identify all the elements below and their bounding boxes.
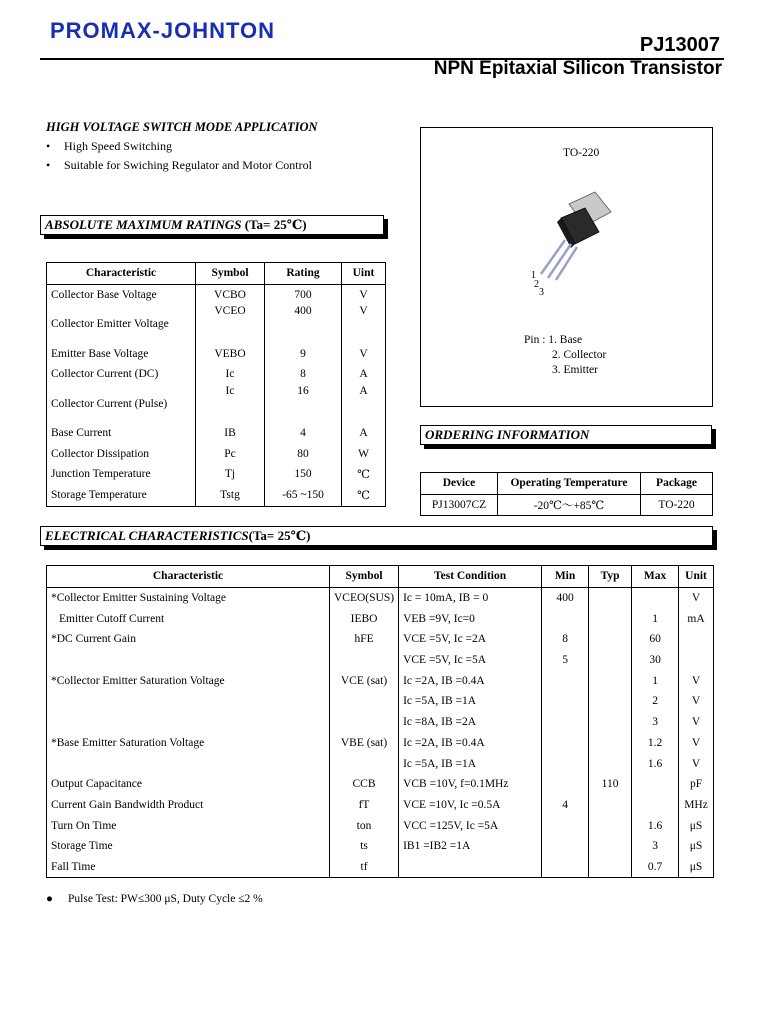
pin-title: Pin : 1. Base xyxy=(524,334,583,346)
electrical-section-header xyxy=(40,526,713,546)
note-text: Pulse Test: PW≤300 μS, Duty Cycle ≤2 % xyxy=(68,893,263,905)
cell-cond: Ic =5A, IB =1A xyxy=(399,753,542,774)
cell-typ xyxy=(589,795,632,816)
bullet-icon: ● xyxy=(46,893,53,905)
cell-min: 8 xyxy=(542,629,589,650)
cell-min xyxy=(542,836,589,857)
col-header: Characteristic xyxy=(47,566,330,588)
cell-max: 1.2 xyxy=(632,733,679,754)
cell-cond: Ic =2A, IB =0.4A xyxy=(399,733,542,754)
cell-unit: MHz xyxy=(679,795,714,816)
pin-number-label: 2 xyxy=(534,279,539,290)
cell-max: 1 xyxy=(632,670,679,691)
cell-unit: pF xyxy=(679,774,714,795)
package-box xyxy=(420,127,713,407)
col-header: Min xyxy=(542,566,589,588)
cell-rating: 16 xyxy=(265,385,342,423)
cell-cond: Ic =8A, IB =2A xyxy=(399,712,542,733)
table-row xyxy=(421,494,713,516)
cell-sym: hFE xyxy=(330,629,399,650)
cell-sym: Ic xyxy=(196,385,265,423)
cell-char: Collector Dissipation xyxy=(51,447,150,460)
cell-char: Collector Current (DC) xyxy=(51,368,159,381)
table-row xyxy=(47,587,714,608)
cell-unit: ℃ xyxy=(342,485,386,506)
cell-typ xyxy=(589,670,632,691)
col-header: Characteristic xyxy=(47,263,196,285)
cell-char: Emitter Cutoff Current xyxy=(59,612,165,625)
abs-max-section-header xyxy=(40,215,384,235)
electrical-title-suffix: (Ta= 25℃) xyxy=(248,528,311,543)
cell-cond: VCE =10V, Ic =0.5A xyxy=(399,795,542,816)
col-header: Package xyxy=(641,473,713,495)
cell-char: Storage Temperature xyxy=(51,489,147,502)
cell-sym xyxy=(330,650,399,671)
cell-unit xyxy=(679,629,714,650)
col-header: Test Condition xyxy=(399,566,542,588)
cell-sym: tf xyxy=(330,857,399,878)
cell-char: Turn On Time xyxy=(51,819,117,832)
pulse-test-note xyxy=(46,893,263,905)
table-row xyxy=(47,795,714,816)
cell-min: 400 xyxy=(542,587,589,608)
table-row xyxy=(47,733,714,754)
pin-number-label: 3 xyxy=(539,287,544,298)
abs-max-title-suffix: (Ta= 25℃) xyxy=(241,217,307,232)
cell-unit: V xyxy=(679,587,714,608)
cell-min xyxy=(542,733,589,754)
cell-unit: mA xyxy=(679,608,714,629)
cell-max: 30 xyxy=(632,650,679,671)
table-row xyxy=(47,670,714,691)
bullet-icon: • xyxy=(46,158,51,172)
col-header: Typ xyxy=(589,566,632,588)
cell-min xyxy=(542,857,589,878)
cell-cond: VEB =9V, Ic=0 xyxy=(399,608,542,629)
cell-char: Base Current xyxy=(51,427,112,440)
cell-cond: Ic =2A, IB =0.4A xyxy=(399,670,542,691)
cell-char: *DC Current Gain xyxy=(51,633,136,646)
cell-char: Current Gain Bandwidth Product xyxy=(51,798,204,811)
cell-sym xyxy=(330,753,399,774)
cell-char: Storage Time xyxy=(51,840,113,853)
cell-max: 3 xyxy=(632,836,679,857)
cell-min xyxy=(542,753,589,774)
cell-unit: V xyxy=(679,691,714,712)
abs-max-title: ABSOLUTE MAXIMUM RATINGS xyxy=(45,217,242,232)
table-row xyxy=(47,608,714,629)
pin-2: 2. Collector xyxy=(552,349,607,361)
cell-cond xyxy=(399,857,542,878)
cell-cond: VCE =5V, Ic =5A xyxy=(399,650,542,671)
to220-package-icon xyxy=(521,186,621,281)
cell-rating: 8 xyxy=(265,364,342,385)
cell-max: 60 xyxy=(632,629,679,650)
cell-sym: VCEO xyxy=(196,305,265,343)
cell-unit xyxy=(679,650,714,671)
cell-typ xyxy=(589,650,632,671)
cell-sym: IEBO xyxy=(330,608,399,629)
ordering-table xyxy=(420,472,713,516)
cell-min xyxy=(542,670,589,691)
table-row xyxy=(47,857,714,878)
cell-char xyxy=(47,712,330,733)
table-row xyxy=(47,385,386,423)
pin-number-label: 1 xyxy=(531,270,536,281)
cell-char: Emitter Base Voltage xyxy=(51,347,149,360)
cell-max: 2 xyxy=(632,691,679,712)
ordering-section-header xyxy=(420,425,712,445)
cell-typ xyxy=(589,733,632,754)
cell-sym: fT xyxy=(330,795,399,816)
cell-sym: Ic xyxy=(196,364,265,385)
cell-rating: 400 xyxy=(265,305,342,343)
cell-char: Collector Current (Pulse) xyxy=(51,397,168,410)
electrical-title: ELECTRICAL CHARACTERISTICS xyxy=(45,528,249,543)
cell-sym: VEBO xyxy=(196,343,265,364)
cell-min xyxy=(542,815,589,836)
feature-text: High Speed Switching xyxy=(64,139,172,153)
cell-char: *Collector Emitter Sustaining Voltage xyxy=(51,592,226,605)
cell-char: Collector Emitter Voltage xyxy=(51,318,169,331)
cell-char: Collector Base Voltage xyxy=(51,289,157,302)
table-row xyxy=(47,712,714,733)
cell-unit: V xyxy=(679,753,714,774)
cell-unit: A xyxy=(342,385,386,423)
cell-char xyxy=(47,650,330,671)
table-row xyxy=(47,629,714,650)
col-header: Rating xyxy=(265,263,342,285)
cell-max: 1.6 xyxy=(632,753,679,774)
cell-typ xyxy=(589,712,632,733)
col-header: Symbol xyxy=(330,566,399,588)
pin-3: 3. Emitter xyxy=(552,364,598,376)
cell-char: *Collector Emitter Saturation Voltage xyxy=(51,674,225,687)
cell-unit: A xyxy=(342,423,386,444)
cell-cond: VCE =5V, Ic =2A xyxy=(399,629,542,650)
cell-typ xyxy=(589,629,632,650)
table-row xyxy=(47,836,714,857)
cell-cond: IB1 =IB2 =1A xyxy=(399,836,542,857)
table-row xyxy=(47,485,386,506)
cell-unit: μS xyxy=(679,815,714,836)
electrical-table xyxy=(46,565,714,878)
cell-max: 1.6 xyxy=(632,815,679,836)
table-row xyxy=(47,443,386,464)
cell-char: Fall Time xyxy=(51,860,96,873)
cell-sym xyxy=(330,712,399,733)
cell-max: 0.7 xyxy=(632,857,679,878)
table-row xyxy=(47,691,714,712)
cell-unit: A xyxy=(342,364,386,385)
table-row xyxy=(47,284,386,305)
feature-text: Suitable for Swiching Regulator and Motor Control xyxy=(64,158,312,172)
cell-sym: CCB xyxy=(330,774,399,795)
table-row xyxy=(47,650,714,671)
cell-unit: ℃ xyxy=(342,464,386,485)
cell-typ xyxy=(589,691,632,712)
cell-char xyxy=(47,753,330,774)
cell-rating: 9 xyxy=(265,343,342,364)
abs-max-table xyxy=(46,262,386,507)
cell-max: 3 xyxy=(632,712,679,733)
cell-min xyxy=(542,712,589,733)
cell-typ xyxy=(589,608,632,629)
cell-char: Junction Temperature xyxy=(51,468,151,481)
cell-unit: V xyxy=(679,670,714,691)
cell-temp: -20℃～+85℃ xyxy=(498,494,641,516)
table-row xyxy=(47,753,714,774)
feature-item xyxy=(46,158,312,173)
cell-max xyxy=(632,774,679,795)
cell-sym: Pc xyxy=(196,443,265,464)
cell-unit: V xyxy=(679,733,714,754)
table-row xyxy=(47,815,714,836)
cell-rating: 150 xyxy=(265,464,342,485)
cell-cond: VCC =125V, Ic =5A xyxy=(399,815,542,836)
cell-rating: 80 xyxy=(265,443,342,464)
col-header: Symbol xyxy=(196,263,265,285)
col-header: Uint xyxy=(342,263,386,285)
table-row xyxy=(47,364,386,385)
cell-max: 1 xyxy=(632,608,679,629)
cell-min xyxy=(542,774,589,795)
cell-max xyxy=(632,587,679,608)
cell-cond: Ic =5A, IB =1A xyxy=(399,691,542,712)
page-subtitle: NPN Epitaxial Silicon Transistor xyxy=(433,58,722,79)
cell-sym: VCE (sat) xyxy=(330,670,399,691)
cell-sym: IB xyxy=(196,423,265,444)
company-logo: PROMAX-JOHNTON xyxy=(50,18,276,43)
cell-typ xyxy=(589,753,632,774)
part-number: PJ13007 xyxy=(639,34,720,56)
cell-sym: VCBO xyxy=(196,284,265,305)
cell-unit: V xyxy=(342,284,386,305)
application-title: HIGH VOLTAGE SWITCH MODE APPLICATION xyxy=(46,120,318,134)
col-header: Unit xyxy=(679,566,714,588)
cell-unit: V xyxy=(342,343,386,364)
cell-typ: 110 xyxy=(589,774,632,795)
bullet-icon: • xyxy=(46,139,51,153)
table-row xyxy=(47,464,386,485)
cell-rating: 700 xyxy=(265,284,342,305)
cell-sym: ts xyxy=(330,836,399,857)
cell-max xyxy=(632,795,679,816)
cell-cond: Ic = 10mA, IB = 0 xyxy=(399,587,542,608)
cell-pkg: TO-220 xyxy=(641,494,713,516)
cell-sym: VCEO(SUS) xyxy=(330,587,399,608)
cell-unit: V xyxy=(342,305,386,343)
cell-typ xyxy=(589,836,632,857)
cell-min: 4 xyxy=(542,795,589,816)
cell-rating: -65 ~150 xyxy=(265,485,342,506)
cell-unit: W xyxy=(342,443,386,464)
cell-cond: VCB =10V, f=0.1MHz xyxy=(399,774,542,795)
table-row xyxy=(47,305,386,343)
cell-char: Output Capacitance xyxy=(51,778,143,791)
cell-unit: μS xyxy=(679,836,714,857)
cell-min xyxy=(542,608,589,629)
cell-unit: V xyxy=(679,712,714,733)
cell-min: 5 xyxy=(542,650,589,671)
cell-sym: Tstg xyxy=(196,485,265,506)
col-header: Device xyxy=(421,473,498,495)
cell-typ xyxy=(589,857,632,878)
cell-typ xyxy=(589,587,632,608)
table-row xyxy=(47,774,714,795)
cell-sym: ton xyxy=(330,815,399,836)
cell-sym: Tj xyxy=(196,464,265,485)
col-header: Operating Temperature xyxy=(498,473,641,495)
cell-sym: VBE (sat) xyxy=(330,733,399,754)
table-row xyxy=(47,423,386,444)
package-name: TO-220 xyxy=(563,147,600,159)
cell-rating: 4 xyxy=(265,423,342,444)
ordering-title: ORDERING INFORMATION xyxy=(425,427,590,442)
cell-unit: μS xyxy=(679,857,714,878)
cell-min xyxy=(542,691,589,712)
cell-typ xyxy=(589,815,632,836)
cell-char xyxy=(47,691,330,712)
cell-device: PJ13007CZ xyxy=(431,499,487,512)
col-header: Max xyxy=(632,566,679,588)
cell-char: *Base Emitter Saturation Voltage xyxy=(51,736,205,749)
table-row xyxy=(47,343,386,364)
feature-item xyxy=(46,139,172,154)
cell-sym xyxy=(330,691,399,712)
